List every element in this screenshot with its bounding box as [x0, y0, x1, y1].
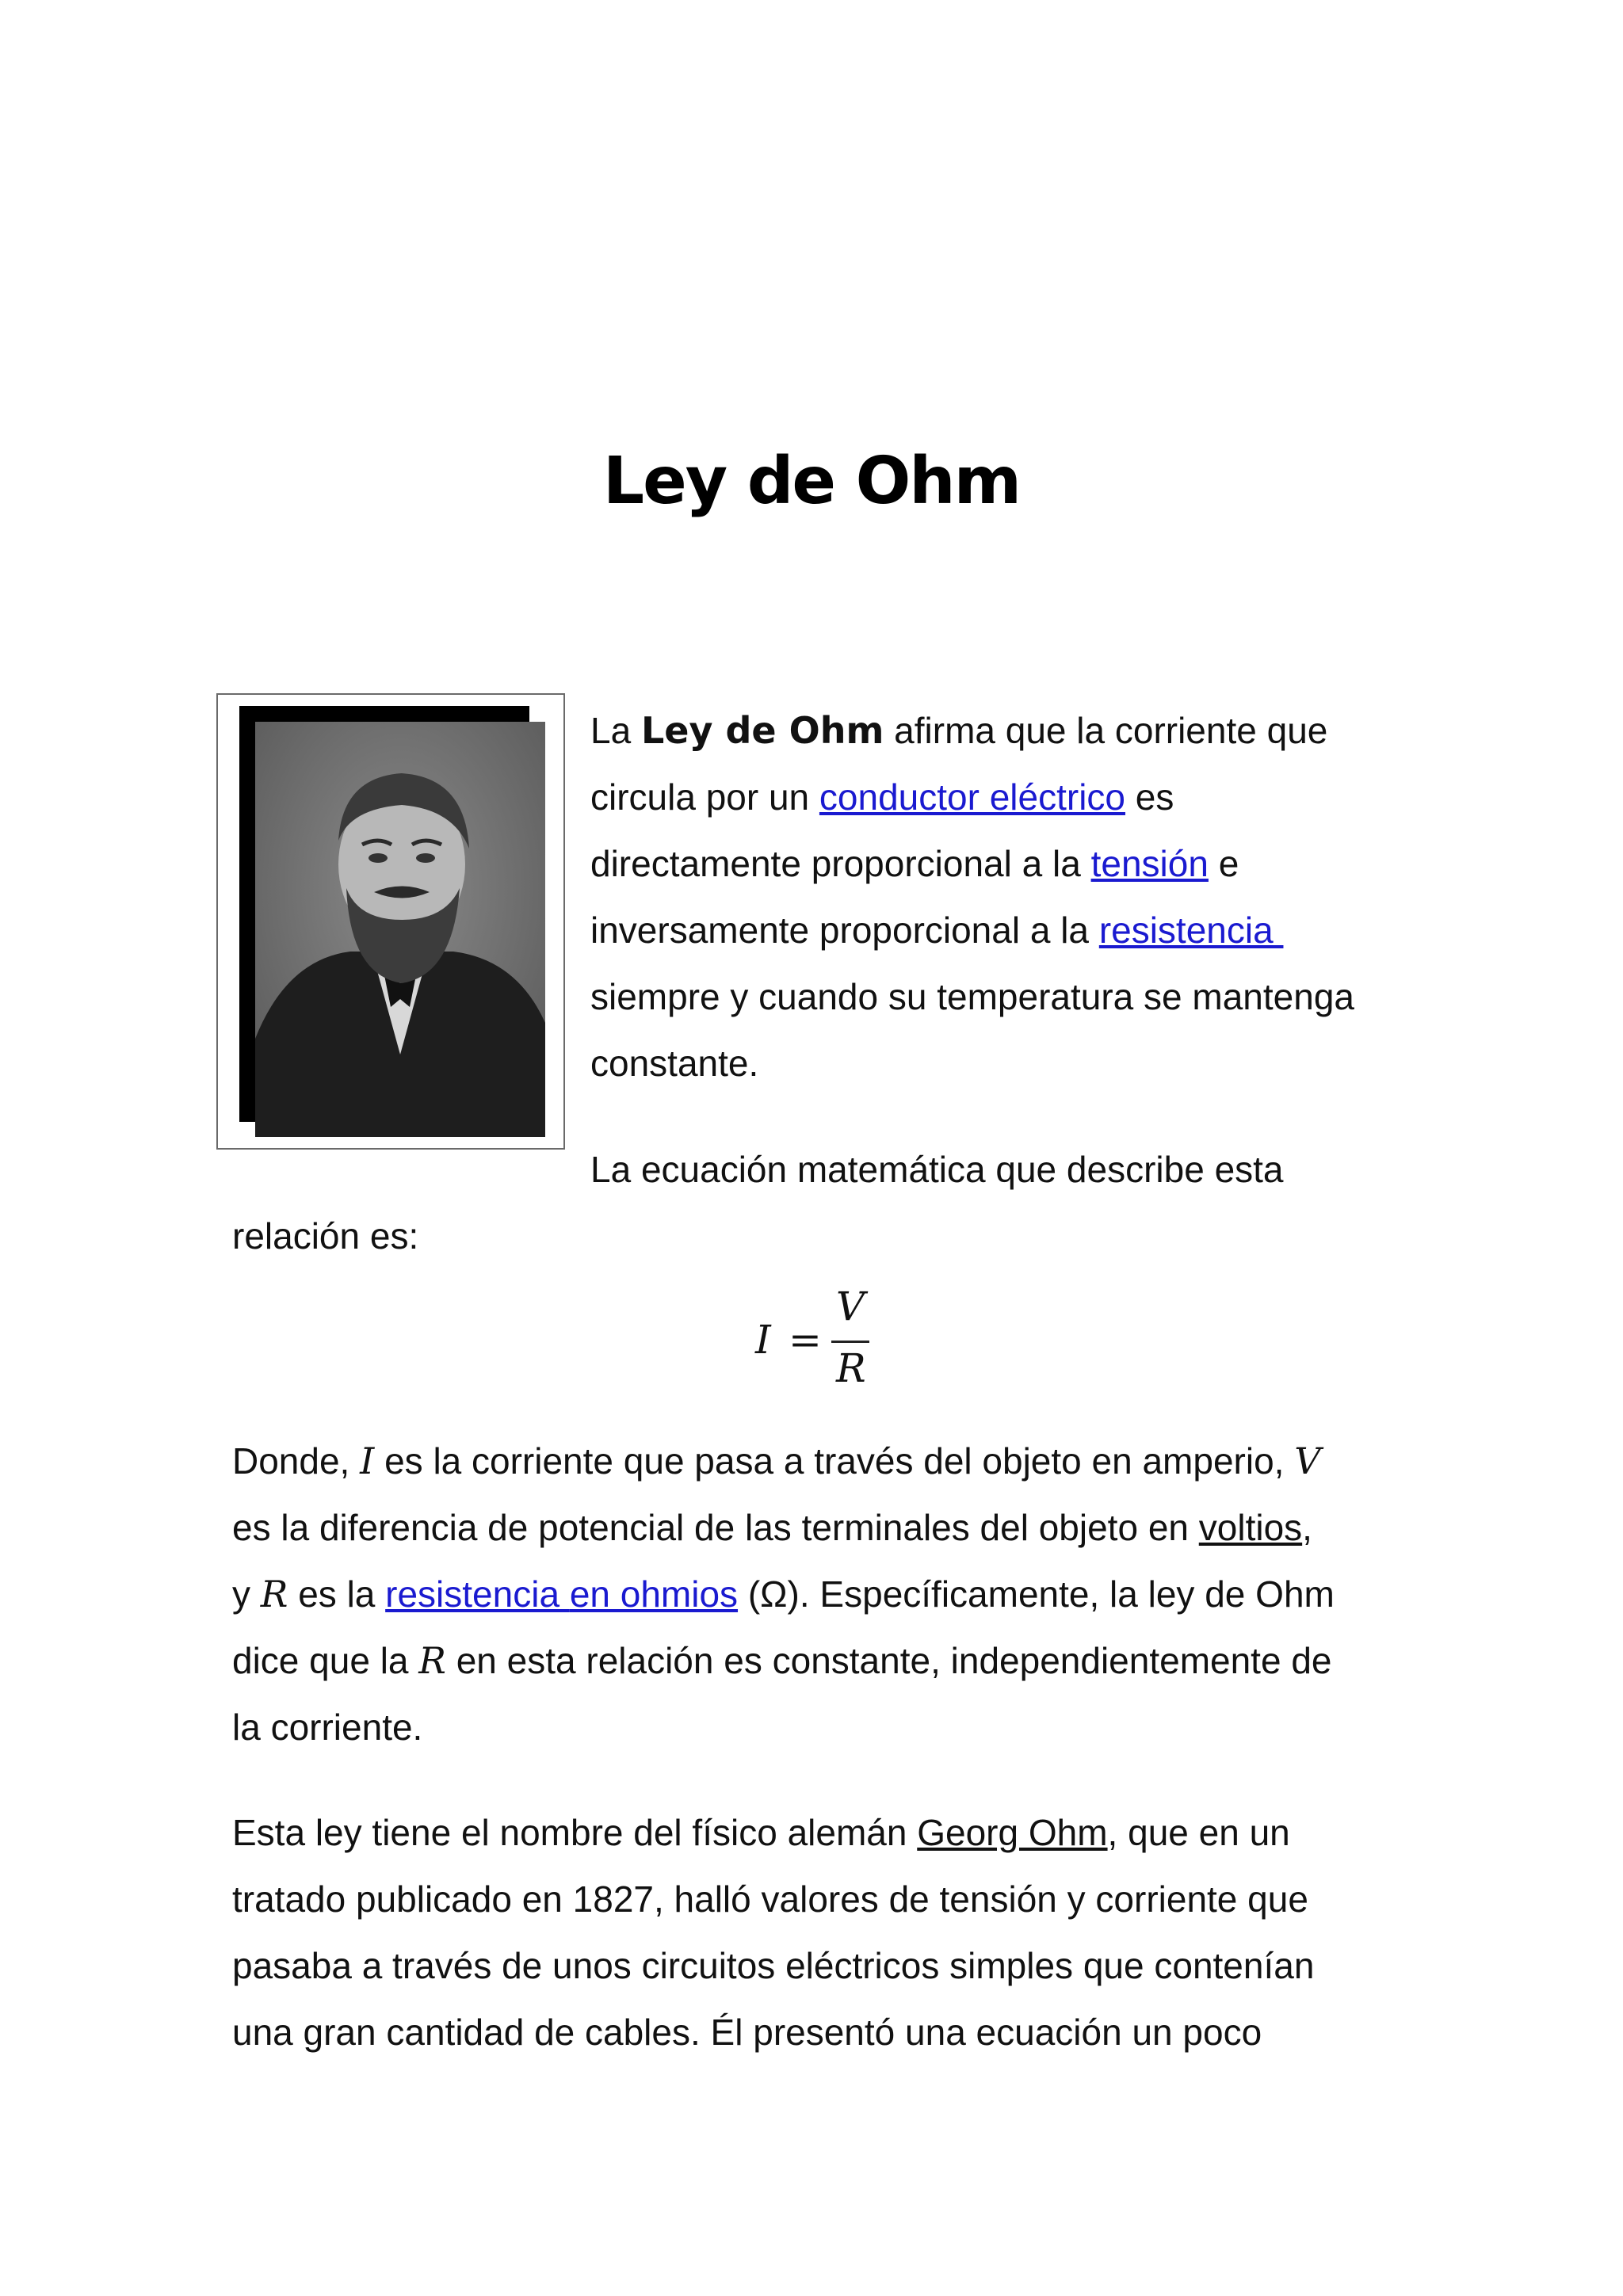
- equation-intro-line-2: relación es:: [232, 1215, 419, 1257]
- link-voltios[interactable]: voltios: [1198, 1507, 1303, 1548]
- portrait-image: [255, 722, 545, 1137]
- donde-line-4: [232, 1627, 1335, 1694]
- math-var-v: V: [1294, 1440, 1321, 1482]
- math-var-r: R: [260, 1573, 288, 1615]
- equation-lhs: I: [755, 1317, 771, 1363]
- page-title: Ley de Ohm: [602, 444, 1021, 519]
- text: en esta relación es constante, independientemente de: [445, 1640, 1332, 1681]
- link-resistencia-en[interactable]: resistencia: [385, 1573, 570, 1615]
- link-ohmios[interactable]: en ohmios: [569, 1573, 739, 1615]
- text: inversamente proporcional a la: [590, 910, 1099, 951]
- link-conductor-electrico[interactable]: conductor eléctrico: [819, 776, 1126, 818]
- text: ,: [1302, 1507, 1312, 1548]
- equation-numerator: V: [836, 1283, 865, 1329]
- text: La: [590, 710, 641, 751]
- ohm-equation: [749, 1283, 876, 1394]
- text: y: [232, 1573, 261, 1615]
- text: es la: [288, 1573, 386, 1615]
- donde-line-2: [232, 1494, 1335, 1561]
- text: e: [1208, 843, 1239, 884]
- link-georg-ohm[interactable]: Georg Ohm: [917, 1812, 1108, 1853]
- equation-intro-line-1: La ecuación matemática que describe esta: [590, 1149, 1284, 1190]
- equation-equals: =: [789, 1317, 822, 1363]
- history-line-4: una gran cantidad de cables. Él presentó una ecuación un poco: [232, 2012, 1262, 2053]
- text: afirma que la corriente que: [884, 710, 1328, 751]
- omega-symbol: Ω: [760, 1573, 788, 1615]
- text: Donde,: [232, 1440, 361, 1482]
- text: es la corriente que pasa a través del objeto en amperio,: [374, 1440, 1295, 1482]
- intro-line-6: constante.: [590, 1043, 759, 1084]
- text: circula por un: [590, 776, 819, 818]
- fraction-bar: [831, 1341, 869, 1343]
- donde-line-5: la corriente.: [232, 1707, 423, 1748]
- link-tension[interactable]: tensión: [1090, 843, 1209, 884]
- donde-paragraph: [232, 1428, 1335, 1760]
- math-var-i: I: [360, 1440, 375, 1482]
- equation-denominator: R: [836, 1345, 866, 1391]
- intro-line-5: siempre y cuando su temperatura se mantenga: [590, 976, 1354, 1017]
- text: ). Específicamente, la ley de Ohm: [787, 1573, 1335, 1615]
- intro-line-3: [590, 830, 1354, 897]
- history-line-3: pasaba a través de unos circuitos eléctricos simples que contenían: [232, 1945, 1315, 1986]
- intro-line-2: [590, 764, 1354, 830]
- text: dice que la: [232, 1640, 419, 1681]
- intro-line-4: [590, 897, 1354, 963]
- donde-line-1: [232, 1428, 1335, 1494]
- text: , que en un: [1107, 1812, 1290, 1853]
- history-line-2: tratado publicado en 1827, halló valores de tensión y corriente que: [232, 1878, 1308, 1920]
- text: (: [738, 1573, 761, 1615]
- portrait-figure: [216, 693, 565, 1150]
- intro-paragraph: [590, 697, 1354, 1097]
- math-var-r: R: [418, 1639, 446, 1682]
- text: directamente proporcional a la: [590, 843, 1091, 884]
- history-line-1: [232, 1799, 1314, 1866]
- text: es la diferencia de potencial de las terminales del objeto en: [232, 1507, 1199, 1548]
- intro-line-1: [590, 697, 1354, 764]
- donde-line-3: [232, 1561, 1335, 1627]
- text: Esta ley tiene el nombre del físico alemán: [232, 1812, 918, 1853]
- link-resistencia[interactable]: resistencia: [1098, 910, 1284, 951]
- text: es: [1125, 776, 1174, 818]
- history-paragraph: [232, 1799, 1314, 2065]
- term-bold: Ley de Ohm: [640, 709, 884, 752]
